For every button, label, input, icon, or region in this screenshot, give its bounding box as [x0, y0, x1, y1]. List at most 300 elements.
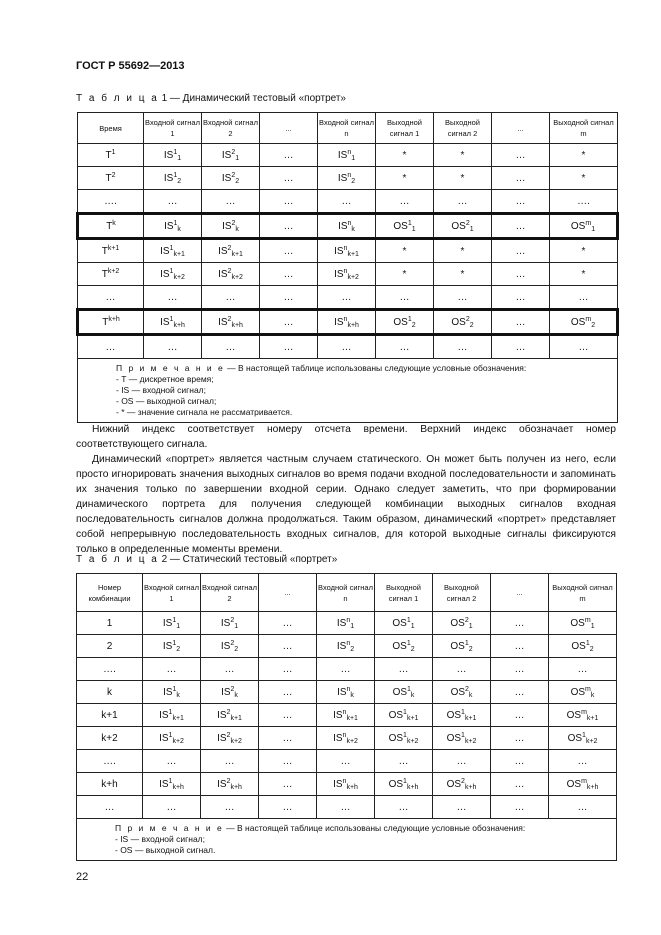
table-cell [317, 612, 375, 635]
cell-base: … [283, 316, 294, 328]
cell-base: IS [334, 245, 344, 257]
cell-base: … [282, 640, 293, 652]
cell-base: IS [336, 640, 347, 652]
table2-caption [76, 554, 337, 565]
cell-base: IS [159, 732, 169, 744]
table-cell [260, 144, 318, 167]
cell-base: … [514, 801, 525, 813]
cell-superscript: n [347, 219, 352, 227]
table-note [78, 359, 618, 423]
cell-base: … [514, 640, 525, 652]
table-cell [318, 310, 376, 335]
table-cell [143, 773, 201, 796]
cell-base: … [514, 709, 525, 721]
cell-subscript: k+h [347, 321, 359, 329]
cell-superscript: m [581, 708, 587, 716]
cell-subscript: 2 [410, 645, 415, 653]
cell-superscript: 2 [227, 267, 232, 275]
cell-base: … [282, 663, 293, 675]
cell-subscript: k+h [586, 783, 599, 791]
cell-superscript: 1 [406, 639, 411, 647]
cell-superscript: m [581, 777, 587, 785]
table-cell [202, 167, 260, 190]
cell-subscript: k+2 [406, 737, 419, 745]
cell-subscript: k+h [464, 783, 477, 791]
table-cell [491, 612, 549, 635]
cell-base: * [581, 268, 586, 280]
table-cell [144, 239, 202, 263]
column-header: Выходной сигнал 2 [434, 113, 492, 144]
note-title: — В настоящей таблице использованы следующие условные обозначения: [226, 823, 526, 833]
cell-superscript: 1 [585, 639, 590, 647]
column-header: Время [78, 113, 144, 144]
cell-superscript: 2 [231, 219, 236, 227]
cell-base: … [515, 220, 526, 232]
cell-subscript: 2 [589, 645, 594, 653]
cell-base: …. [577, 195, 590, 207]
cell-base: IS [338, 220, 348, 232]
cell-superscript: 2 [230, 685, 235, 693]
cell-base: IS [162, 640, 173, 652]
cell-base: … [282, 686, 293, 698]
cell-superscript: 1 [172, 639, 177, 647]
table-cell [549, 704, 617, 727]
cell-base: … [514, 617, 525, 629]
table-cell [144, 190, 202, 214]
table-cell [549, 612, 617, 635]
table-cell [260, 335, 318, 359]
table-cell [259, 681, 317, 704]
table-cell [491, 635, 549, 658]
cell-superscript: m [585, 315, 592, 323]
cell-base: … [457, 341, 468, 353]
note-title: — В настоящей таблице использованы следующие условные обозначения: [227, 363, 527, 373]
cell-base: … [399, 195, 410, 207]
cell-base: IS [163, 172, 174, 184]
cell-base: … [105, 291, 116, 303]
cell-base: IS [160, 268, 170, 280]
cell-subscript: 1 [411, 225, 416, 233]
table-cell [375, 704, 433, 727]
table-cell [260, 214, 318, 239]
cell-superscript: 1 [169, 267, 174, 275]
cell-base: … [515, 291, 526, 303]
table-cell [433, 773, 491, 796]
table-cell [491, 681, 549, 704]
cell-base: … [399, 341, 410, 353]
table-cell [317, 635, 375, 658]
cell-base: … [515, 268, 526, 280]
table-cell [259, 612, 317, 635]
table-cell [77, 750, 143, 773]
note-row [77, 819, 617, 861]
cell-base: … [515, 195, 526, 207]
cell-subscript: 2 [234, 645, 239, 653]
cell-base: IS [159, 709, 169, 721]
note-prefix: П р и м е ч а н и е [115, 823, 224, 833]
column-header: Входной сигнал n [318, 113, 376, 144]
cell-subscript: 2 [176, 645, 181, 653]
cell-superscript: 2 [226, 777, 231, 785]
table-cell [550, 239, 618, 263]
table-cell [201, 796, 259, 819]
table-cell [376, 144, 434, 167]
cell-superscript: 1 [172, 616, 177, 624]
cell-base: … [283, 245, 294, 257]
cell-base: … [398, 663, 409, 675]
cell-base: OS [571, 640, 586, 652]
table-cell [260, 167, 318, 190]
column-header: Входной сигнал 2 [202, 113, 260, 144]
table-row [77, 612, 617, 635]
cell-subscript: 2 [591, 321, 596, 329]
table-cell [492, 167, 550, 190]
cell-base: * [460, 268, 465, 280]
column-header: Выходной сигнал m [550, 113, 618, 144]
cell-subscript: 1 [410, 622, 415, 630]
table-cell [549, 796, 617, 819]
column-header: Входной сигнал 1 [144, 113, 202, 144]
table-cell [549, 681, 617, 704]
table-cell [550, 190, 618, 214]
cell-subscript: k [350, 691, 354, 699]
cell-subscript: 1 [590, 622, 595, 630]
cell-superscript: n [346, 685, 351, 693]
cell-superscript: n [347, 148, 352, 156]
cell-superscript: 1 [173, 148, 178, 156]
cell-superscript: 2 [227, 315, 232, 323]
table-cell [376, 286, 434, 310]
table-cell [491, 750, 549, 773]
cell-superscript: 1 [168, 708, 173, 716]
cell-base: … [514, 755, 525, 767]
column-header: Входной сигнал 2 [201, 574, 259, 612]
cell-base: … [166, 801, 177, 813]
table-cell [375, 681, 433, 704]
table-cell [259, 773, 317, 796]
table-cell [375, 773, 433, 796]
column-header: ... [259, 574, 317, 612]
cell-base: * [402, 245, 407, 257]
table-row [77, 727, 617, 750]
table-cell [78, 190, 144, 214]
cell-base: * [581, 149, 586, 161]
table-cell [550, 144, 618, 167]
cell-base: … [283, 195, 294, 207]
cell-base: OS [393, 220, 408, 232]
document-header: ГОСТ Р 55692—2013 [76, 60, 185, 72]
cell-subscript: 1 [176, 622, 181, 630]
table-cell [434, 286, 492, 310]
table-cell [202, 190, 260, 214]
cell-base: … [283, 220, 294, 232]
table-cell [77, 704, 143, 727]
cell-subscript: 1 [234, 622, 239, 630]
cell-subscript: k [235, 225, 239, 233]
table-cell [434, 214, 492, 239]
table-cell [317, 750, 375, 773]
cell-base: … [282, 778, 293, 790]
cell-base: IS [160, 245, 170, 257]
cell-base: … [224, 663, 235, 675]
table-cell [260, 190, 318, 214]
table-cell [318, 286, 376, 310]
table-cell [433, 704, 491, 727]
table-cell [550, 335, 618, 359]
cell-base: … [514, 732, 525, 744]
table-cell [201, 773, 259, 796]
cell-base: … [340, 755, 351, 767]
cell-base: … [577, 663, 588, 675]
note-item: - OS — выходной сигнал; [116, 396, 217, 406]
cell-subscript: k [176, 691, 180, 699]
cell-superscript: 2 [461, 777, 465, 785]
cell-base: * [460, 149, 465, 161]
note-prefix: П р и м е ч а н и е [116, 363, 225, 373]
table-row [78, 239, 618, 263]
table-cell [433, 796, 491, 819]
table-cell [550, 310, 618, 335]
table1-caption-text: 1 — Динамический тестовый «портрет» [161, 93, 346, 104]
table-cell [144, 335, 202, 359]
table-cell [78, 239, 144, 263]
cell-base: … [283, 291, 294, 303]
cell-superscript: 1 [169, 315, 174, 323]
cell-base: OS [446, 732, 462, 744]
table-cell [318, 335, 376, 359]
cell-superscript: 1 [168, 731, 173, 739]
cell-base: IS [160, 316, 170, 328]
cell-superscript: 2 [111, 172, 116, 179]
table-cell [259, 658, 317, 681]
table-cell [260, 286, 318, 310]
table-cell [434, 167, 492, 190]
column-header: Выходной сигнал 1 [376, 113, 434, 144]
cell-subscript: 1 [351, 154, 356, 162]
table-cell [77, 773, 143, 796]
cell-superscript: 1 [461, 731, 465, 739]
cell-subscript: k+1 [586, 714, 599, 722]
cell-base: …. [104, 195, 117, 207]
cell-base: OS [393, 316, 408, 328]
cell-base: … [105, 341, 116, 353]
cell-subscript: k+2 [172, 737, 184, 745]
table-cell [491, 704, 549, 727]
table-cell [144, 263, 202, 286]
column-header: ... [260, 113, 318, 144]
cell-base: … [167, 341, 178, 353]
dynamic-portrait-table [76, 112, 619, 423]
cell-base: … [283, 149, 294, 161]
table-cell [201, 750, 259, 773]
cell-superscript: 2 [231, 171, 236, 179]
table-cell [202, 144, 260, 167]
cell-base: T [106, 221, 113, 232]
cell-base: … [224, 801, 235, 813]
cell-superscript: 2 [227, 244, 232, 252]
table-cell [549, 773, 617, 796]
cell-subscript: 2 [177, 177, 182, 185]
cell-superscript: 1 [403, 777, 407, 785]
table-cell [492, 335, 550, 359]
table-cell [318, 239, 376, 263]
column-header: Выходной сигнал m [549, 574, 617, 612]
cell-superscript: 2 [465, 685, 469, 693]
cell-subscript: k [410, 691, 415, 699]
column-header: Номер комбинации [77, 574, 143, 612]
table-cell [318, 144, 376, 167]
cell-base: IS [164, 220, 174, 232]
cell-base: IS [217, 778, 227, 790]
cell-superscript: 1 [169, 244, 174, 252]
table-cell [202, 310, 260, 335]
cell-subscript: k+h [230, 783, 242, 791]
cell-subscript: k [468, 691, 473, 699]
table-cell [434, 190, 492, 214]
cell-base: … [456, 755, 467, 767]
cell-subscript: k+1 [231, 250, 243, 258]
cell-base: … [577, 755, 588, 767]
table-cell [317, 658, 375, 681]
table-cell [376, 310, 434, 335]
cell-subscript: k+2 [585, 737, 598, 745]
table-cell [144, 144, 202, 167]
cell-superscript: n [343, 244, 348, 252]
cell-superscript: n [342, 777, 347, 785]
cell-base: * [460, 172, 465, 184]
cell-base: … [456, 663, 467, 675]
table-cell [259, 635, 317, 658]
page-number: 22 [76, 871, 89, 883]
cell-base: IS [218, 268, 228, 280]
table-cell [318, 167, 376, 190]
cell-base: IS [333, 732, 343, 744]
cell-base: * [402, 268, 407, 280]
cell-base: * [581, 172, 586, 184]
cell-base: … [225, 195, 236, 207]
cell-base: … [282, 709, 293, 721]
cell-base: 2 [106, 640, 113, 652]
cell-superscript: n [347, 171, 352, 179]
cell-base: … [515, 316, 526, 328]
table-row [77, 750, 617, 773]
note-item: - OS — выходной сигнал. [115, 845, 216, 855]
table-cell [549, 750, 617, 773]
cell-subscript: 2 [350, 645, 355, 653]
table-cell [260, 310, 318, 335]
cell-base: k+h [101, 778, 118, 790]
table-row [77, 658, 617, 681]
cell-superscript: 2 [226, 731, 231, 739]
cell-superscript: m [585, 685, 591, 693]
cell-subscript: 1 [468, 622, 473, 630]
cell-base: OS [570, 617, 585, 629]
cell-base: OS [566, 778, 582, 790]
cell-base: … [282, 732, 293, 744]
cell-superscript: m [584, 616, 591, 624]
cell-subscript: k [177, 225, 181, 233]
cell-superscript: 1 [406, 616, 411, 624]
cell-superscript: m [585, 219, 592, 227]
cell-subscript: 1 [469, 225, 474, 233]
cell-subscript: k+1 [406, 714, 419, 722]
cell-superscript: 1 [407, 219, 412, 227]
table-cell [78, 167, 144, 190]
cell-subscript: k+2 [346, 737, 358, 745]
cell-base: … [166, 755, 177, 767]
cell-base: T [105, 173, 112, 184]
table-row [78, 310, 618, 335]
table-cell [77, 635, 143, 658]
table-note [77, 819, 617, 861]
cell-base: IS [221, 172, 232, 184]
cell-base: * [460, 245, 465, 257]
table-cell [77, 681, 143, 704]
table-cell [317, 773, 375, 796]
table-cell [376, 214, 434, 239]
cell-base: … [282, 617, 293, 629]
cell-base: … [457, 195, 468, 207]
table-cell [77, 796, 143, 819]
cell-base: T [101, 269, 108, 280]
cell-base: IS [333, 709, 343, 721]
note-row [78, 359, 618, 423]
cell-base: OS [446, 709, 462, 721]
cell-base: k+1 [101, 709, 118, 721]
table2-header-row [77, 574, 617, 612]
table-cell [317, 681, 375, 704]
cell-base: … [398, 755, 409, 767]
cell-subscript: k [351, 225, 355, 233]
table-cell [143, 704, 201, 727]
cell-subscript: 1 [591, 225, 596, 233]
cell-base: k [107, 686, 112, 698]
cell-base: T [101, 246, 108, 257]
cell-subscript: k+1 [172, 714, 184, 722]
table-cell [143, 612, 201, 635]
cell-subscript: 1 [177, 154, 182, 162]
table2-caption-text: 2 — Статический тестовый «портрет» [161, 554, 338, 565]
table-cell [259, 727, 317, 750]
table-cell [376, 239, 434, 263]
cell-subscript: k+h [173, 321, 185, 329]
table-cell [317, 727, 375, 750]
cell-base: IS [218, 245, 228, 257]
cell-base: … [225, 341, 236, 353]
column-header: ... [492, 113, 550, 144]
cell-subscript: 2 [411, 321, 416, 329]
table-cell [318, 214, 376, 239]
cell-base: IS [163, 149, 174, 161]
cell-subscript: 1 [235, 154, 240, 162]
table-cell [78, 286, 144, 310]
table-cell [434, 239, 492, 263]
table-row [78, 214, 618, 239]
table-cell [77, 658, 143, 681]
cell-base: IS [220, 617, 231, 629]
cell-base: IS [222, 220, 232, 232]
table-cell [78, 214, 144, 239]
cell-base: OS [451, 316, 466, 328]
cell-superscript: 1 [168, 777, 173, 785]
cell-base: … [514, 778, 525, 790]
table-cell [492, 239, 550, 263]
table-cell [260, 239, 318, 263]
cell-base: OS [450, 640, 465, 652]
cell-superscript: 1 [403, 731, 407, 739]
cell-superscript: 2 [226, 708, 231, 716]
table-cell [259, 704, 317, 727]
